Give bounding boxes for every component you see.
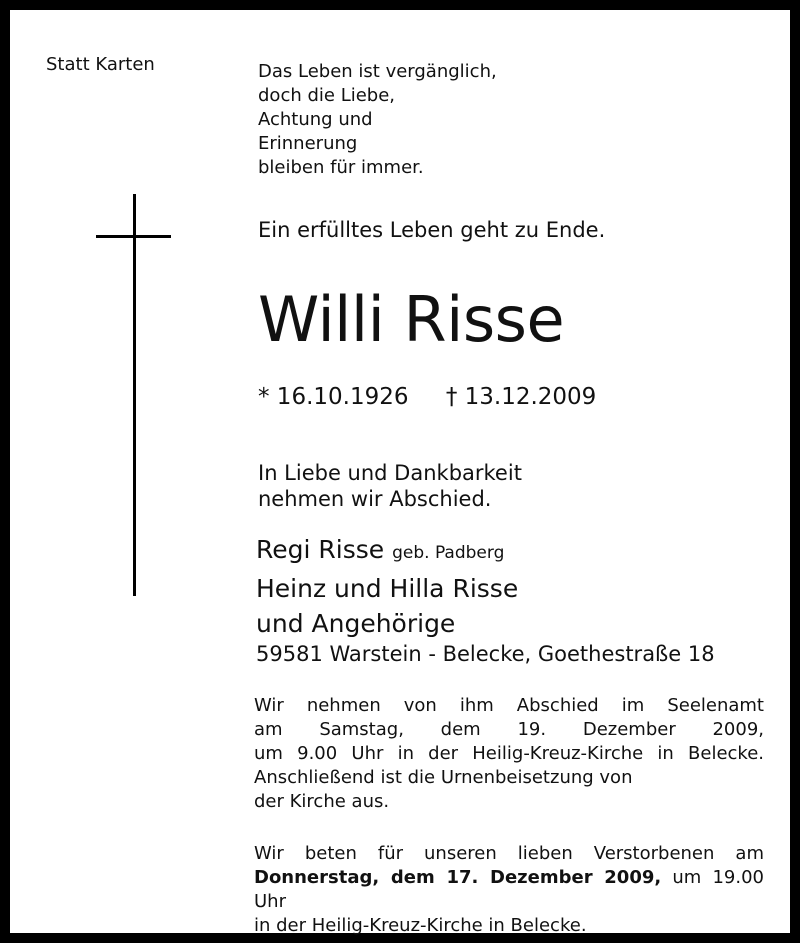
service-line: am Samstag, dem 19. Dezember 2009, bbox=[254, 719, 764, 740]
poem-line: Das Leben ist vergänglich, bbox=[258, 61, 497, 82]
service-line: Wir nehmen von ihm Abschied im Seelenamt bbox=[254, 695, 764, 716]
death-date: † 13.12.2009 bbox=[445, 384, 597, 410]
mourners bbox=[256, 532, 518, 641]
mourner-line bbox=[256, 532, 518, 571]
cross-horizontal-bar bbox=[96, 235, 171, 238]
service-line: um 9.00 Uhr in der Heilig-Kreuz-Kirche in Belecke. bbox=[254, 743, 764, 764]
prayer-info bbox=[254, 842, 764, 938]
prayer-date: Donnerstag, dem 17. Dezember 2009, bbox=[254, 867, 662, 888]
statt-karten-label: Statt Karten bbox=[46, 54, 155, 75]
poem-line: doch die Liebe, bbox=[258, 85, 396, 106]
prayer-time: um 19.00 Uhr bbox=[254, 867, 764, 912]
address: 59581 Warstein - Belecke, Goethestraße 18 bbox=[256, 642, 715, 666]
deceased-name: Willi Risse bbox=[258, 283, 565, 356]
service-line: der Kirche aus. bbox=[254, 791, 390, 812]
maiden-name-note: geb. Padberg bbox=[392, 543, 505, 563]
mourner-line: und Angehörige bbox=[256, 609, 456, 638]
intro-text: Ein erfülltes Leben geht zu Ende. bbox=[258, 218, 606, 242]
poem-line: bleiben für immer. bbox=[258, 157, 424, 178]
life-dates bbox=[258, 384, 596, 410]
mourner-line: Heinz und Hilla Risse bbox=[256, 574, 519, 603]
service-line: Anschließend ist die Urnenbeisetzung von bbox=[254, 767, 633, 788]
farewell-line: In Liebe und Dankbarkeit bbox=[258, 461, 522, 485]
farewell-line: nehmen wir Abschied. bbox=[258, 487, 492, 511]
cross-vertical-bar bbox=[133, 194, 136, 596]
prayer-line: in der Heilig-Kreuz-Kirche in Belecke. bbox=[254, 915, 587, 936]
prayer-line: Wir beten für unseren lieben Verstorbenen am bbox=[254, 843, 764, 864]
farewell-text bbox=[258, 460, 522, 512]
mourner-name: Regi Risse bbox=[256, 535, 385, 564]
poem-line: Achtung und bbox=[258, 109, 373, 130]
prayer-line bbox=[254, 866, 764, 914]
poem-line: Erinnerung bbox=[258, 133, 358, 154]
poem bbox=[258, 60, 497, 180]
service-info bbox=[254, 694, 764, 814]
birth-date: * 16.10.1926 bbox=[258, 384, 409, 410]
